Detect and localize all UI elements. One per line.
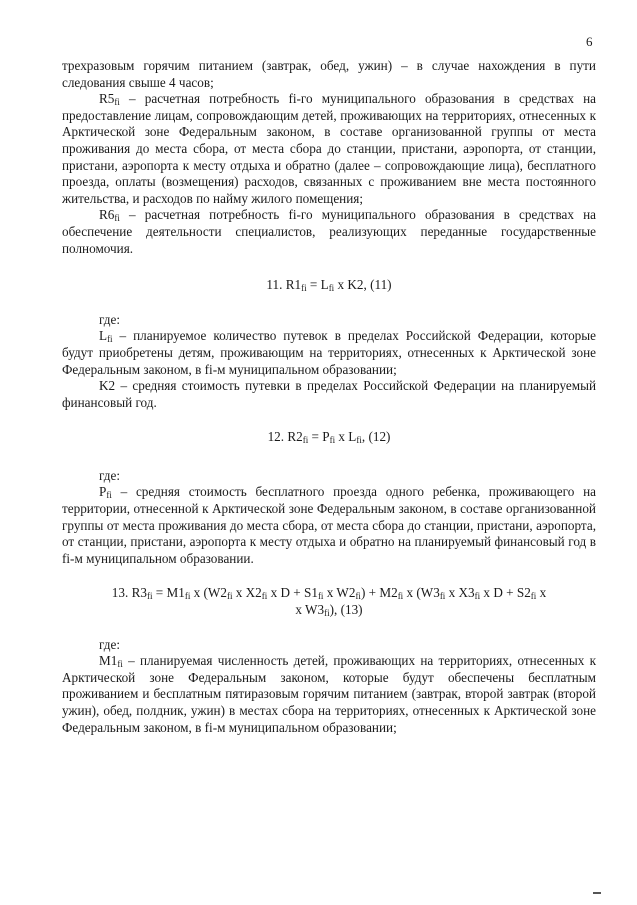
definition-k2: K2 – средняя стоимость путевки в пределах Российской Федерации на планируемый финансовый год. — [62, 378, 596, 410]
page-number: 6 — [586, 34, 593, 49]
definition-text: – планируемое количество путевок в пределах Российской Федерации, которые будут приобретены детям, проживающим на территориях, отнесенных к Арктической зоне Федеральным законом, в fi-м муниципальном образовании; — [62, 328, 596, 377]
subscript: fi — [356, 435, 362, 446]
formula-part: = M1 — [152, 585, 185, 601]
formula-part: x X3 — [445, 585, 475, 601]
subscript: fi — [439, 591, 446, 602]
definition-r5 — [62, 91, 596, 207]
subscript: fi — [107, 334, 113, 345]
document-body — [62, 58, 596, 736]
subscript: fi — [355, 591, 361, 602]
subscript: fi — [530, 591, 537, 602]
paragraph-continuation: трехразовым горячим питанием (завтрак, обед, ужин) – в случае нахождения в пути следования свыше 4 часов; — [62, 58, 596, 90]
subscript: fi — [184, 591, 191, 602]
subscript: fi — [117, 659, 123, 670]
subscript: fi — [397, 591, 404, 602]
where-label: где: — [99, 636, 120, 652]
subscript: fi — [114, 97, 120, 108]
symbol: R5 — [99, 91, 115, 107]
formula-part: x X2 — [232, 585, 262, 601]
where-label: где: — [99, 311, 120, 327]
formula-part: = L — [306, 277, 329, 293]
definition-text: – расчетная потребность fi-го муниципального образования в средствах на предоставление лицам, сопровождающим детей, проживающих на территориях, отнесенных к Арктической зоне Федеральным законом, в составе организованной группы от места проживания до места сбора, от места сбора до станции, пристани, аэропорта, от станции, пристани, аэропорта к месту отдыха и обратно (далее – сопровождающие лица), бесплатного проезда, оплаты (возмещения) расходов, связанных с проживанием вне места постоянного жительства, и расходов по найму жилого помещения; — [62, 91, 596, 206]
definition-m1 — [62, 653, 596, 736]
formula-11 — [62, 277, 596, 294]
formula-part: x W3 — [295, 602, 325, 618]
formula-13-line-1 — [62, 585, 596, 602]
formula-12 — [62, 429, 596, 446]
formula-part: 12. R2 — [267, 429, 303, 445]
definition-r6 — [62, 207, 596, 257]
definition-text: – планируемая численность детей, проживающих на территориях, отнесенных к Арктической зоне Федеральным законом, которые будут обеспечены бесплатным проживанием и бесплатным пятиразовым горячим питанием (завтрак, второй завтрак (второй ужин), обед, полдник, ужин) в местах сбора на территориях, отнесенных к Арктической зоне Федеральным законом, в fi-м муниципальном образовании; — [62, 653, 596, 735]
symbol: R6 — [99, 207, 115, 223]
subscript: fi — [226, 591, 233, 602]
formula-part: 11. R1 — [266, 277, 302, 293]
subscript: fi — [317, 591, 324, 602]
formula-part: x L — [335, 429, 357, 445]
subscript: fi — [324, 608, 330, 619]
subscript: fi — [301, 283, 307, 294]
formula-part: , (12) — [361, 429, 391, 445]
formula-part: x K2, (11) — [334, 277, 392, 293]
formula-part: ) + M2 — [360, 585, 398, 601]
definition-p — [62, 484, 596, 567]
subscript: fi — [106, 490, 112, 501]
subscript: fi — [302, 435, 309, 446]
scan-mark — [593, 892, 601, 894]
subscript: fi — [328, 283, 335, 294]
symbol: M1 — [99, 653, 118, 669]
subscript: fi — [474, 591, 481, 602]
formula-part: x W2 — [323, 585, 356, 601]
formula-13 — [62, 585, 596, 618]
formula-part: x D + S2 — [480, 585, 531, 601]
formula-part: 13. R3 — [111, 585, 147, 601]
formula-part: x D + S1 — [267, 585, 318, 601]
formula-part: x (W3 — [403, 585, 440, 601]
definition-text: – расчетная потребность fi-го муниципального образования в средствах на обеспечение деятельности специалистов, реализующих переданные государственные полномочия. — [62, 207, 596, 256]
definition-text: – средняя стоимость бесплатного проезда одного ребенка, проживающего на территории, отнесенной к Арктической зоне Федеральным законом, в составе организованной группы от места проживания до места сбора, от места сбора до станции, пристани, аэропорта, от станции, пристани, аэропорта к месту отдыха и обратно на планируемый финансовый год в fi-м муниципальном образовании. — [62, 484, 596, 566]
formula-13-line-2 — [62, 602, 596, 619]
formula-part: = P — [308, 429, 330, 445]
formula-part: x — [536, 585, 547, 601]
symbol: L — [99, 328, 108, 344]
subscript: fi — [261, 591, 268, 602]
subscript: fi — [329, 435, 336, 446]
formula-part: x (W2 — [190, 585, 227, 601]
symbol: P — [99, 484, 107, 500]
subscript: fi — [114, 213, 120, 224]
subscript: fi — [146, 591, 153, 602]
definition-l — [62, 328, 596, 378]
formula-part: ), (13) — [329, 602, 363, 618]
where-label: где: — [99, 467, 120, 483]
